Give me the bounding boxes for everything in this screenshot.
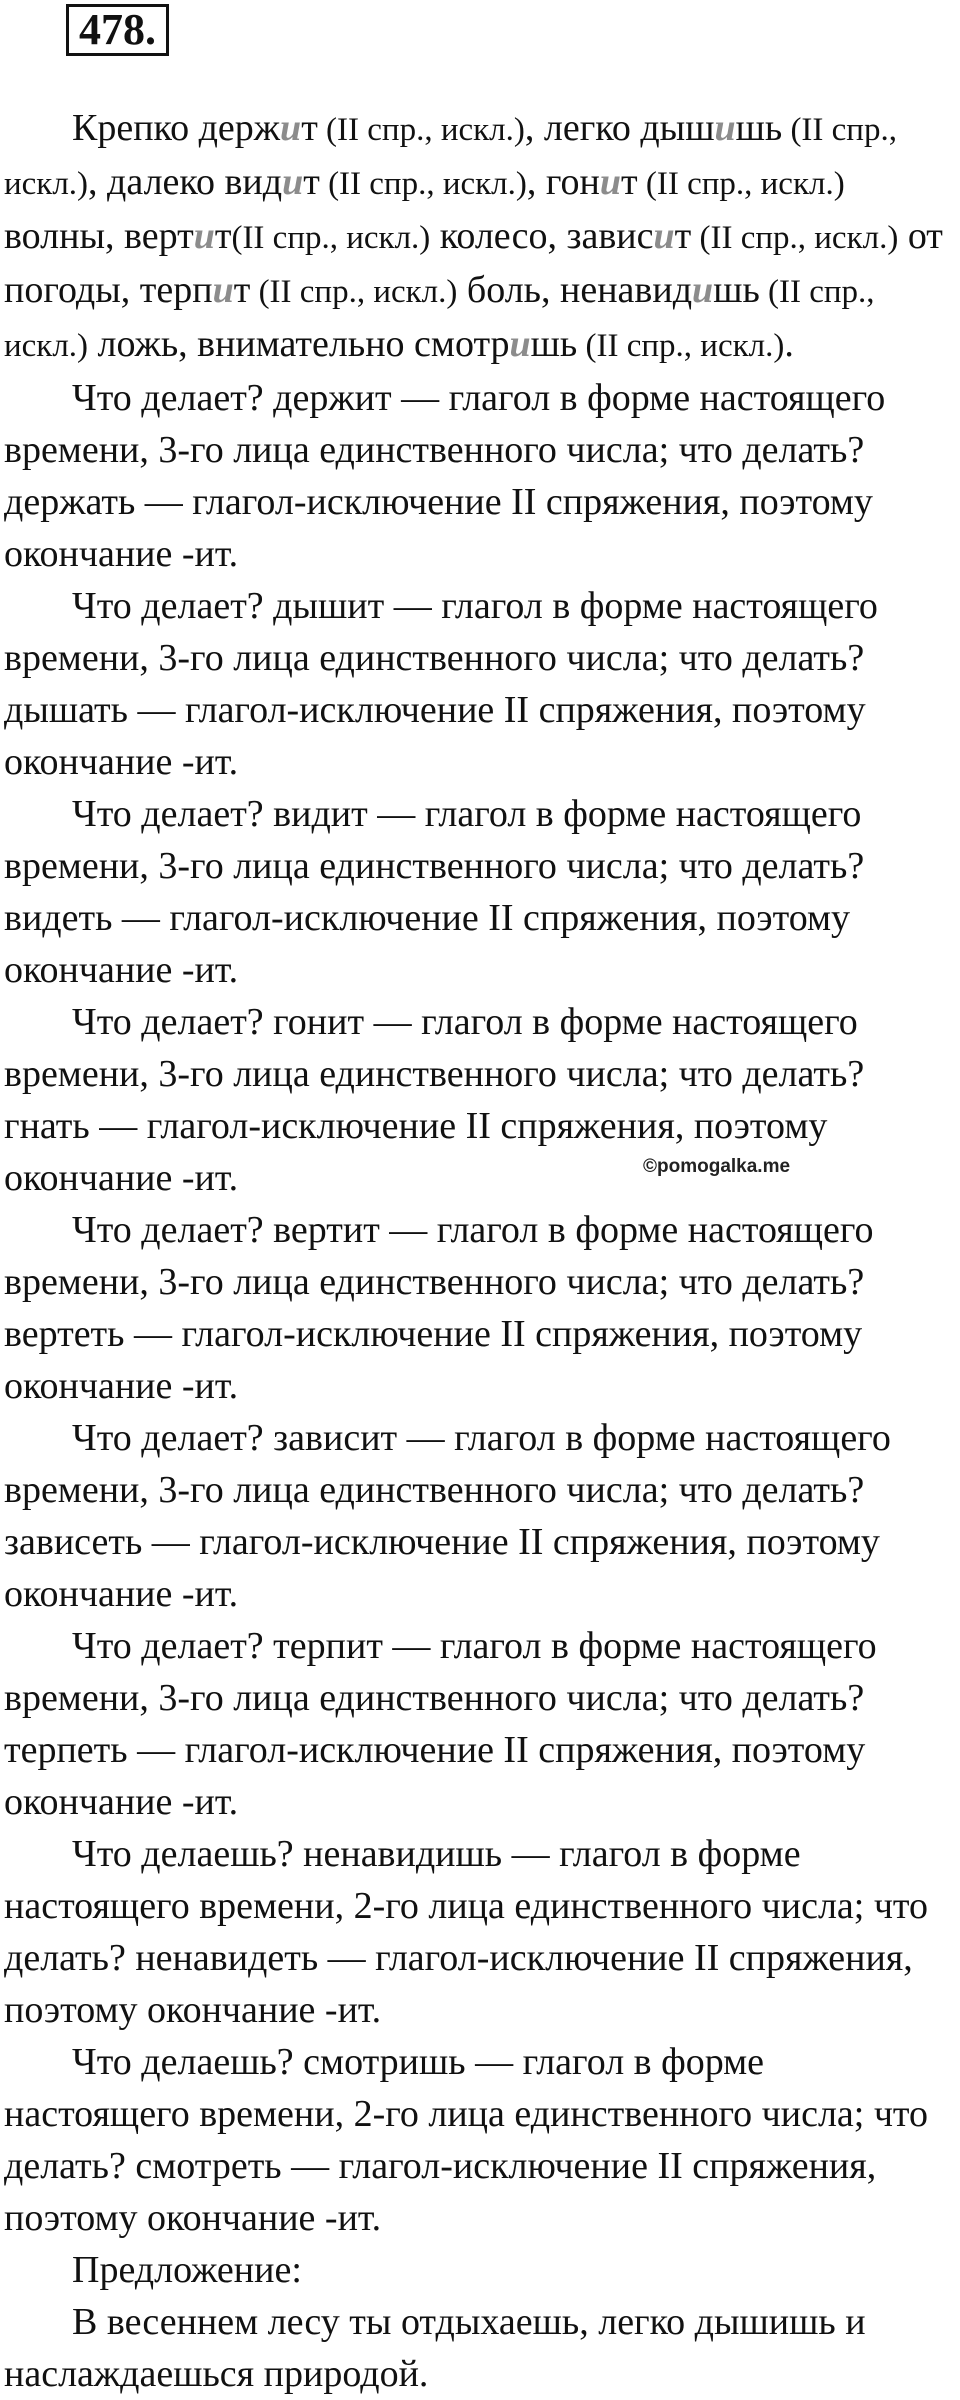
explanation-vertit: Что делает? вертит — глагол в форме настоящего времени, 3-го лица единственного числа; что делать? вертеть — глагол-исключение II спряжения, поэтому окончание -ит. (4, 1209, 874, 1407)
highlighted-vowel: и (714, 107, 736, 149)
example-sentence: В весеннем лесу ты отдыхаешь, легко дышишь и наслаждаешься природой. (4, 2301, 866, 2395)
explanation-nenavidish: Что делаешь? ненавидишь — глагол в форме настоящего времени, 2-го лица единственного числа; что делать? ненавидеть — глагол-исключение II спряжения, поэтому окончание -ит. (4, 1833, 929, 2031)
explanation-smotrish: Что делаешь? смотришь — глагол в форме настоящего времени, 2-го лица единственного числа; что делать? смотреть — глагол-исключение II спряжения, поэтому окончание -ит. (4, 2041, 929, 2239)
highlighted-vowel: и (212, 269, 234, 311)
explanation-terpit: Что делает? терпит — глагол в форме настоящего времени, 3-го лица единственного числа; что делать? терпеть — глагол-исключение II спряжения, поэтому окончание -ит. (4, 1625, 877, 1823)
highlighted-vowel: и (509, 323, 531, 365)
watermark: ©pomogalka.me (643, 1156, 791, 1177)
explanation-dyshit: Что делает? дышит — глагол в форме настоящего времени, 3-го лица единственного числа; что делать? дышать — глагол-исключение II спряжения, поэтому окончание -ит. (4, 585, 878, 783)
highlighted-vowel: и (653, 215, 675, 257)
intro-paragraph: Крепко держит (II спр., искл.), легко дышишь (II спр., искл.), далеко видит (II спр., искл.), гонит (II спр., искл.) волны, вертит(II спр., искл.) колесо, зависит (II спр., искл.) от погоды, терпит (II спр., искл.) боль, ненавидишь (II спр., искл.) ложь, внимательно смотришь (II спр., искл.). (4, 107, 943, 365)
highlighted-vowel: и (280, 107, 302, 149)
highlighted-vowel: и (282, 161, 304, 203)
highlighted-vowel: и (692, 269, 714, 311)
explanation-gonit: Что делает? гонит — глагол в форме настоящего времени, 3-го лица единственного числа; что делать? гнать — глагол-исключение II спряжения, поэтому окончание -ит. (4, 1001, 865, 1199)
sentence-heading: Предложение: (72, 2249, 302, 2291)
highlighted-vowel: и (193, 215, 215, 257)
explanation-zavisit: Что делает? зависит — глагол в форме настоящего времени, 3-го лица единственного числа; что делать? зависеть — глагол-исключение II спряжения, поэтому окончание -ит. (4, 1417, 891, 1615)
task-number: 478. (66, 4, 169, 56)
explanation-derzhit: Что делает? держит — глагол в форме настоящего времени, 3-го лица единственного числа; что делать? держать — глагол-исключение II спряжения, поэтому окончание -ит. (4, 377, 886, 575)
explanation-vidit: Что делает? видит — глагол в форме настоящего времени, 3-го лица единственного числа; что делать? видеть — глагол-исключение II спряжения, поэтому окончание -ит. (4, 793, 865, 991)
answer-text (4, 102, 956, 2400)
highlighted-vowel: и (599, 161, 622, 203)
